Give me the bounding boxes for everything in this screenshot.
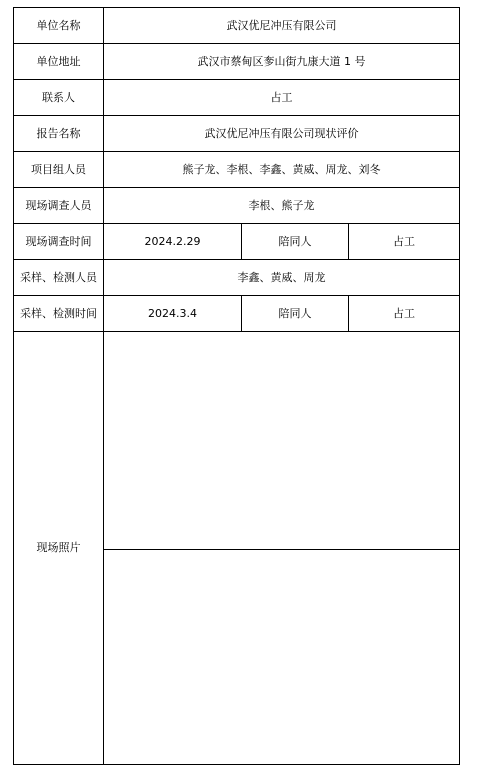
report-name-label: 报告名称 bbox=[14, 116, 104, 152]
row-survey-time bbox=[14, 224, 460, 260]
site-photos-label: 现场照片 bbox=[14, 332, 104, 765]
row-unit-address bbox=[14, 44, 460, 80]
survey-staff-value: 李根、熊子龙 bbox=[104, 188, 460, 224]
row-contact bbox=[14, 80, 460, 116]
unit-address-label: 单位地址 bbox=[14, 44, 104, 80]
sampling-companion-value: 占工 bbox=[349, 296, 460, 332]
survey-time-label: 现场调查时间 bbox=[14, 224, 104, 260]
survey-companion-value: 占工 bbox=[349, 224, 460, 260]
survey-time-value: 2024.2.29 bbox=[104, 224, 242, 260]
survey-companion-label: 陪同人 bbox=[242, 224, 349, 260]
site-photos-area bbox=[104, 332, 460, 765]
contact-value: 占工 bbox=[104, 80, 460, 116]
row-survey-staff bbox=[14, 188, 460, 224]
report-name-value: 武汉优尼冲压有限公司现状评价 bbox=[104, 116, 460, 152]
photo-divider bbox=[104, 549, 459, 550]
row-unit-name bbox=[14, 8, 460, 44]
project-members-value: 熊子龙、李根、李鑫、黄威、周龙、刘冬 bbox=[104, 152, 460, 188]
row-project-members bbox=[14, 152, 460, 188]
unit-address-value: 武汉市蔡甸区奓山街九康大道 1 号 bbox=[104, 44, 460, 80]
row-site-photos bbox=[14, 332, 460, 765]
contact-label: 联系人 bbox=[14, 80, 104, 116]
row-sampling-staff bbox=[14, 260, 460, 296]
site-survey-form bbox=[13, 7, 460, 765]
project-members-label: 项目组人员 bbox=[14, 152, 104, 188]
sampling-staff-value: 李鑫、黄威、周龙 bbox=[104, 260, 460, 296]
sampling-time-label: 采样、检测时间 bbox=[14, 296, 104, 332]
row-sampling-time bbox=[14, 296, 460, 332]
sampling-staff-label: 采样、检测人员 bbox=[14, 260, 104, 296]
sampling-time-value: 2024.3.4 bbox=[104, 296, 242, 332]
unit-name-label: 单位名称 bbox=[14, 8, 104, 44]
unit-name-value: 武汉优尼冲压有限公司 bbox=[104, 8, 460, 44]
sampling-companion-label: 陪同人 bbox=[242, 296, 349, 332]
row-report-name bbox=[14, 116, 460, 152]
survey-staff-label: 现场调查人员 bbox=[14, 188, 104, 224]
